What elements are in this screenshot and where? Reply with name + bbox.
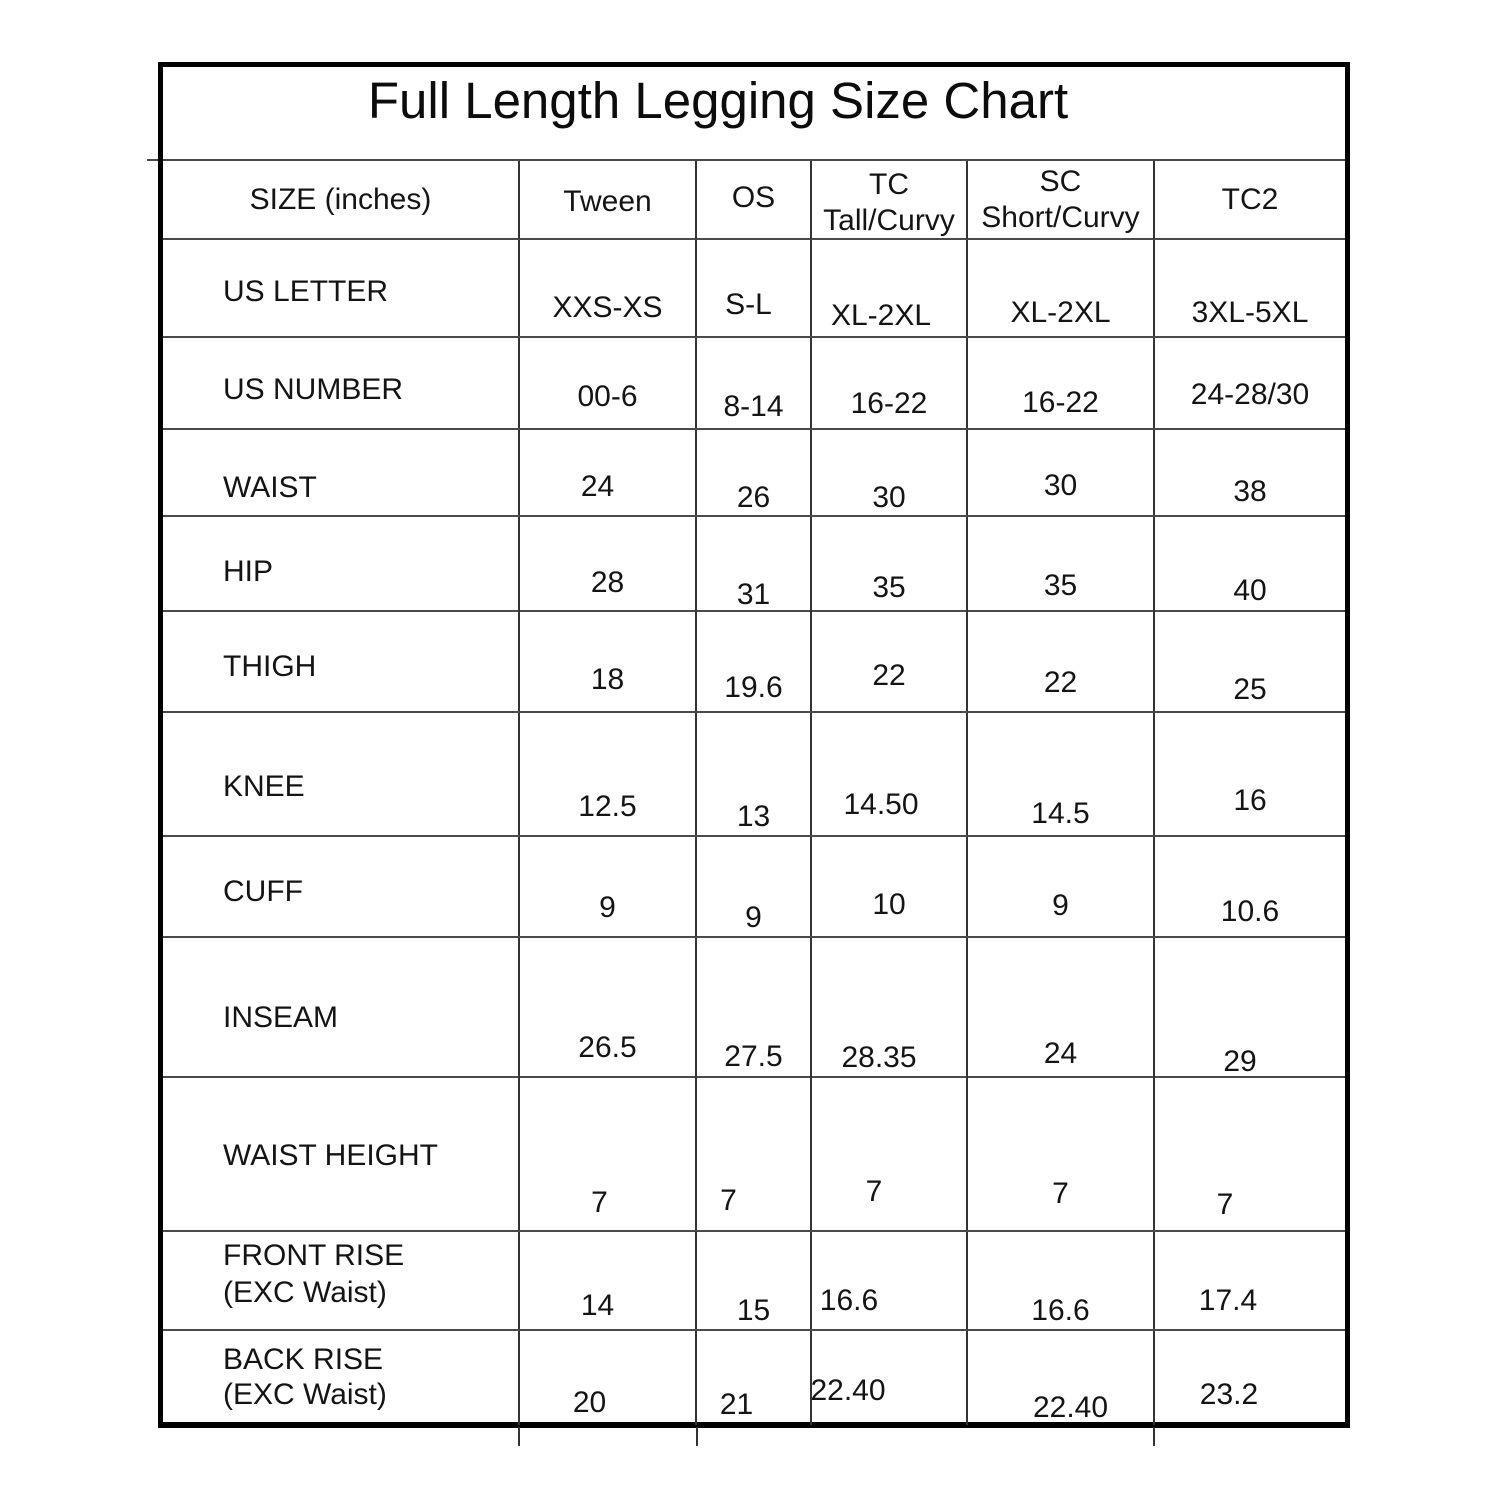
value-cell	[812, 1331, 968, 1425]
cell-value: 7	[865, 1175, 883, 1208]
value-cell	[968, 612, 1155, 711]
cell-value: 38	[1233, 475, 1267, 508]
cell-value: 8-14	[723, 390, 784, 423]
header-col-os	[697, 161, 812, 239]
header-col-tween	[520, 161, 697, 239]
value-cell	[1155, 1331, 1345, 1425]
cell-value: 10.6	[1220, 895, 1280, 928]
cell-value: 30	[1043, 469, 1078, 502]
value-cell	[812, 338, 968, 428]
value-cell	[520, 1078, 697, 1230]
row-sublabel: (EXC Waist)	[223, 1276, 387, 1309]
cell-value: 20	[572, 1386, 607, 1419]
cell-value: 16-22	[1022, 386, 1099, 419]
header-col-tc	[812, 161, 968, 239]
row-label-cell	[163, 338, 520, 428]
value-cell	[520, 612, 697, 711]
value-cell	[1155, 517, 1345, 612]
line-stub-bottom-3	[1153, 1427, 1155, 1446]
value-cell	[520, 338, 697, 428]
value-cell	[968, 517, 1155, 612]
cell-value: 13	[736, 800, 771, 833]
table-row-front-rise	[163, 1232, 1345, 1331]
cell-value: 28	[590, 566, 625, 599]
value-cell	[1155, 240, 1345, 336]
cell-value: 24-28/30	[1190, 378, 1310, 411]
value-cell	[968, 938, 1155, 1079]
value-cell	[697, 713, 812, 835]
cell-value: 31	[736, 578, 771, 611]
header-row	[163, 161, 1345, 240]
cell-value: 7	[720, 1184, 737, 1217]
value-cell	[520, 517, 697, 612]
row-label: INSEAM	[223, 1001, 339, 1034]
line-stub-bottom-2	[696, 1427, 698, 1446]
value-cell	[697, 338, 812, 428]
value-cell	[1155, 1232, 1345, 1329]
cell-value: 30	[872, 481, 906, 514]
cell-value: 27.5	[724, 1040, 783, 1073]
value-cell	[812, 713, 968, 835]
table-row-knee	[163, 713, 1345, 837]
value-cell	[968, 430, 1155, 515]
size-chart-table	[158, 62, 1350, 1428]
value-cell	[697, 430, 812, 515]
table-row-back-rise	[163, 1331, 1345, 1422]
value-cell	[968, 1232, 1155, 1329]
value-cell	[697, 240, 812, 336]
value-cell	[968, 713, 1155, 835]
row-label-cell	[163, 1078, 520, 1230]
cell-value: 16.6	[1031, 1294, 1090, 1327]
row-label: KNEE	[223, 770, 305, 803]
table-row-hip	[163, 517, 1345, 612]
row-label: CUFF	[223, 875, 303, 908]
value-cell	[520, 837, 697, 936]
row-label-cell	[163, 517, 520, 612]
header-sublabel: Short/Curvy	[981, 201, 1140, 234]
row-label: WAIST HEIGHT	[223, 1139, 439, 1172]
cell-value: 24	[1043, 1037, 1078, 1070]
value-cell	[812, 1078, 968, 1230]
cell-value: 3XL-5XL	[1191, 296, 1309, 329]
value-cell	[1155, 430, 1345, 515]
row-label: US LETTER	[223, 275, 389, 308]
value-cell	[697, 612, 812, 711]
cell-value: 18	[590, 663, 625, 696]
value-cell	[520, 1331, 697, 1425]
row-label-cell	[163, 612, 520, 711]
header-label: Tween	[563, 185, 652, 218]
value-cell	[812, 430, 968, 515]
cell-value: 10	[872, 888, 906, 921]
value-cell	[520, 713, 697, 835]
cell-value: 29	[1223, 1045, 1257, 1078]
header-label: TC2	[1221, 183, 1279, 216]
table-row-inseam	[163, 938, 1345, 1078]
cell-value: 16	[1233, 784, 1267, 817]
table-row-waist	[163, 430, 1345, 517]
value-cell	[812, 240, 968, 336]
cell-value: 9	[1052, 889, 1069, 922]
header-col-sc	[968, 161, 1155, 239]
row-label-cell	[163, 430, 520, 515]
row-label-cell	[163, 713, 520, 835]
value-cell	[697, 517, 812, 612]
cell-value: 26	[736, 481, 771, 514]
cell-value: 17.4	[1198, 1284, 1258, 1317]
cell-value: 21	[719, 1388, 754, 1421]
value-cell	[968, 240, 1155, 336]
row-label: HIP	[223, 555, 274, 588]
cell-value: 35	[872, 571, 906, 604]
row-label: THIGH	[223, 650, 317, 683]
table-row-us-number	[163, 338, 1345, 430]
value-cell	[968, 1331, 1155, 1425]
value-cell	[697, 837, 812, 936]
value-cell	[1155, 338, 1345, 428]
table-row-thigh	[163, 612, 1345, 713]
header-size-cell	[163, 161, 520, 239]
value-cell	[697, 938, 812, 1079]
value-cell	[1155, 938, 1345, 1079]
value-cell	[812, 837, 968, 936]
value-cell	[520, 240, 697, 336]
cell-value: 12.5	[578, 790, 637, 823]
title-row	[163, 67, 1345, 161]
header-label: SC	[1039, 165, 1082, 198]
cell-value: 16-22	[850, 387, 928, 420]
row-label: FRONT RISE	[223, 1239, 405, 1272]
cell-value: 7	[1216, 1188, 1234, 1221]
header-size-label: SIZE (inches)	[249, 183, 432, 216]
cell-value: 16.6	[819, 1284, 879, 1317]
row-label-cell	[163, 240, 520, 336]
value-cell	[812, 1232, 968, 1329]
cell-value: 14.5	[1031, 797, 1090, 830]
cell-value: S-L	[725, 288, 772, 321]
header-label: OS	[731, 181, 776, 214]
cell-value: 9	[599, 891, 616, 924]
value-cell	[520, 430, 697, 515]
row-label-cell	[163, 837, 520, 936]
cell-value: 22	[1043, 666, 1078, 699]
value-cell	[812, 612, 968, 711]
row-label-cell	[163, 938, 520, 1079]
cell-value: 40	[1233, 574, 1267, 607]
row-label: WAIST	[223, 471, 317, 504]
cell-value: 25	[1233, 673, 1267, 706]
value-cell	[697, 1078, 812, 1230]
cell-value: 23.2	[1199, 1378, 1259, 1411]
cell-value: 22.40	[810, 1374, 886, 1407]
header-label: TC	[869, 168, 909, 201]
line-stub-bottom-1	[518, 1427, 520, 1446]
line-stub-left	[147, 159, 158, 161]
value-cell	[1155, 1078, 1345, 1230]
value-cell	[1155, 713, 1345, 835]
table-row-us-letter	[163, 240, 1345, 338]
row-label-cell	[163, 1232, 520, 1329]
cell-value: 22	[872, 659, 906, 692]
cell-value: 7	[591, 1186, 608, 1219]
header-sublabel: Tall/Curvy	[823, 204, 955, 237]
row-label: US NUMBER	[223, 373, 404, 406]
cell-value: 24	[580, 470, 615, 503]
value-cell	[968, 338, 1155, 428]
cell-value: 14	[580, 1289, 615, 1322]
cell-value: 22.40	[1032, 1391, 1109, 1424]
value-cell	[520, 938, 697, 1079]
cell-value: 19.6	[724, 671, 783, 704]
table-row-cuff	[163, 837, 1345, 938]
cell-value: XL-2XL	[1010, 296, 1111, 329]
row-label-cell	[163, 1331, 520, 1425]
cell-value: 35	[1043, 569, 1078, 602]
value-cell	[520, 1232, 697, 1329]
value-cell	[812, 938, 968, 1079]
cell-value: 15	[736, 1294, 771, 1327]
cell-value: 26.5	[578, 1031, 637, 1064]
value-cell	[968, 837, 1155, 936]
row-label: BACK RISE	[223, 1343, 384, 1376]
value-cell	[1155, 612, 1345, 711]
value-cell	[1155, 837, 1345, 936]
cell-value: XXS-XS	[552, 291, 663, 324]
row-sublabel: (EXC Waist)	[223, 1378, 387, 1411]
page-title: Full Length Legging Size Chart	[367, 72, 1069, 129]
cell-value: 28.35	[841, 1041, 917, 1074]
header-col-tc2	[1155, 161, 1345, 239]
cell-value: 7	[1052, 1177, 1069, 1210]
cell-value: 14.50	[843, 788, 919, 821]
table-row-waist-height	[163, 1078, 1345, 1232]
value-cell	[968, 1078, 1155, 1230]
cell-value: 9	[745, 901, 762, 934]
cell-value: XL-2XL	[830, 299, 932, 332]
value-cell	[812, 517, 968, 612]
cell-value: 00-6	[577, 380, 638, 413]
